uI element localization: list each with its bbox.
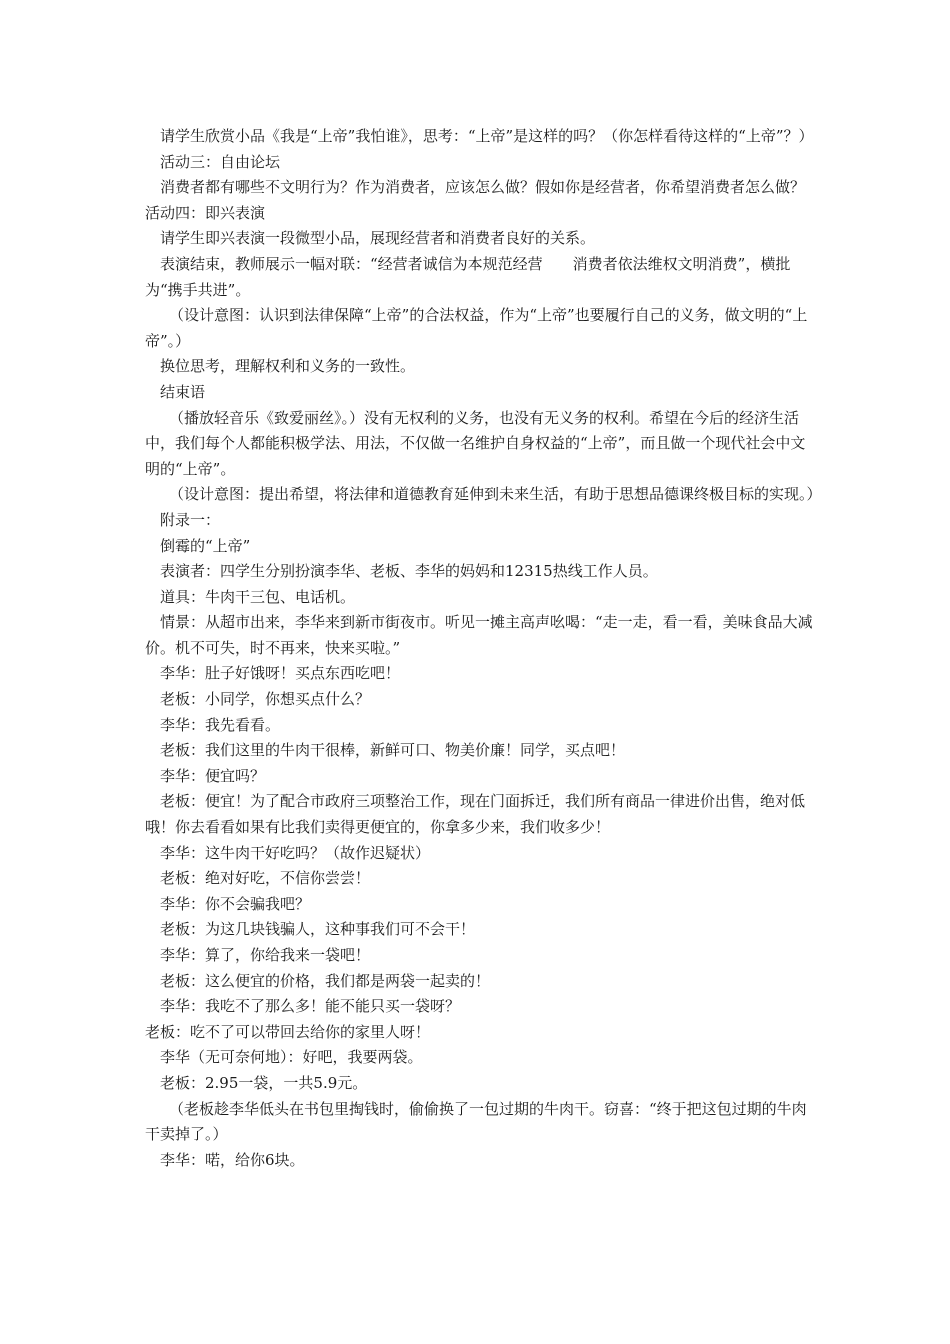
paragraph-26: 老板：为这几块钱骗人，这种事我们可不会干！ <box>160 920 476 939</box>
paragraph-2: 活动三：自由论坛 <box>160 152 281 171</box>
paragraph-14: 表演者：四学生分别扮演李华、老板、李华的妈妈和12315热线工作人员。 <box>160 562 658 581</box>
paragraph-12: 附录一： <box>160 510 221 529</box>
paragraph-23: 李华：这牛肉干好吃吗？（故作迟疑状） <box>160 843 431 862</box>
paragraph-3: 消费者都有哪些不文明行为？作为消费者，应该怎么做？假如你是经营者，你希望消费者怎么做？ <box>160 178 806 197</box>
paragraph-6: 表演结束，教师展示一幅对联：“经营者诚信为本规范经营 消费者依法维权文明消费”，横批为“携手共进”。 <box>145 254 791 299</box>
paragraph-7: （设计意图：认识到法律保障“上帝”的合法权益，作为“上帝”也要履行自己的义务，做文明的“上帝”。） <box>145 306 808 350</box>
paragraph-11: （设计意图：提出希望，将法律和道德教育延伸到未来生活，有助于思想品德课终极目标的实现。） <box>169 485 822 504</box>
paragraph-29: 李华：我吃不了那么多！能不能只买一袋呀？ <box>160 997 461 1016</box>
paragraph-19: 李华：我先看看。 <box>160 715 281 734</box>
paragraph-25: 李华：你不会骗我吧？ <box>160 894 311 913</box>
paragraph-24: 老板：绝对好吃，不信你尝尝！ <box>160 869 371 888</box>
paragraph-31: 李华（无可奈何地）：好吧，我要两袋。 <box>160 1048 423 1067</box>
paragraph-4: 活动四：即兴表演 <box>145 203 266 222</box>
paragraph-5: 请学生即兴表演一段微型小品，展现经营者和消费者良好的关系。 <box>160 229 596 248</box>
paragraph-34: 李华：喏，给你6块。 <box>160 1150 305 1169</box>
paragraph-20: 老板：我们这里的牛肉干很棒，新鲜可口、物美价廉！同学，买点吧！ <box>160 741 626 760</box>
paragraph-22: 老板：便宜！为了配合市政府三项整治工作，现在门面拆迁，我们所有商品一律进价出售，绝对低哦！你去看看如果有比我们卖得更便宜的，你拿多少来，我们收多少！ <box>145 792 806 837</box>
paragraph-28: 老板：这么便宜的价格，我们都是两袋一起卖的！ <box>160 971 491 990</box>
document-page <box>145 124 822 1173</box>
paragraph-15: 道具：牛肉干三包、电话机。 <box>160 587 356 606</box>
paragraph-27: 李华：算了，你给我来一袋吧！ <box>160 946 371 964</box>
paragraph-10: （播放轻音乐《致爱丽丝》。）没有无权利的义务，也没有无义务的权利。希望在今后的经济生活中，我们每个人都能积极学法、用法，不仅做一名维护自身权益的“上帝”，而且做一个现代社会中文明的“上帝”。 <box>145 408 806 478</box>
paragraph-8: 换位思考，理解权利和义务的一致性。 <box>160 357 416 376</box>
paragraph-33: （老板趁李华低头在书包里掏钱时，偷偷换了一包过期的牛肉干。窃喜：“终于把这包过期的牛肉干卖掉了。） <box>145 1099 807 1144</box>
paragraph-21: 李华：便宜吗？ <box>160 766 266 785</box>
paragraph-1: 请学生欣赏小品《我是“上帝”我怕谁》，思考：“上帝”是这样的吗？（你怎样看待这样的“上帝”？） <box>160 127 814 145</box>
paragraph-18: 老板：小同学，你想买点什么？ <box>160 690 371 709</box>
paragraph-17: 李华：肚子好饿呀！买点东西吃吧！ <box>160 664 401 683</box>
paragraph-13: 倒霉的“上帝” <box>160 536 251 555</box>
paragraph-32: 老板：2.95一袋，一共5.9元。 <box>160 1073 368 1092</box>
paragraph-30: 老板：吃不了可以带回去给你的家里人呀！ <box>145 1022 431 1041</box>
paragraph-9: 结束语 <box>160 382 206 401</box>
paragraph-16: 情景：从超市出来，李华来到新市街夜市。听见一摊主高声吆喝：“走一走，看一看，美味食品大减价。机不可失，时不再来，快来买啦。” <box>145 613 813 657</box>
